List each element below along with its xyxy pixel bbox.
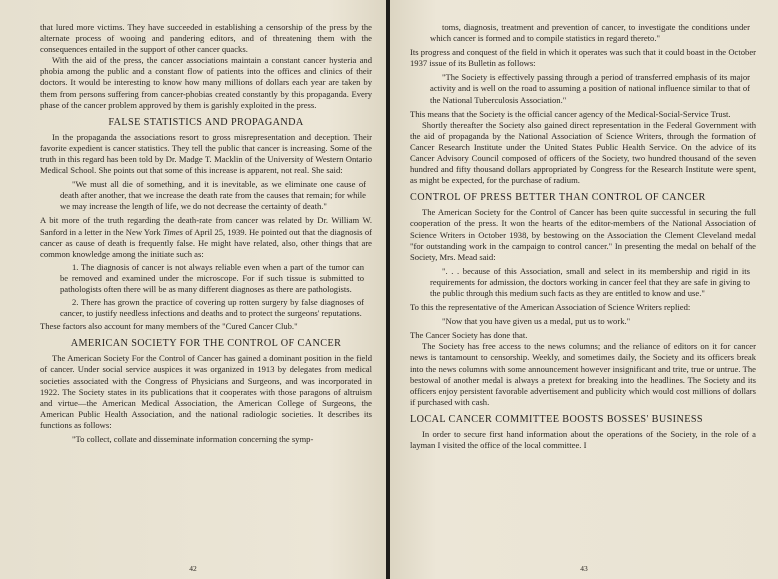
block-quote: "To collect, collate and disseminate information concerning the symp- — [72, 434, 314, 444]
section-heading: FALSE STATISTICS AND PROPAGANDA — [108, 116, 304, 128]
paragraph: The American Society For the Control of Cancer has gained a dominant position in the field of cancer. Under social service auspices it was organized in 1913 by delegates from medical societies associated with the Congress of Physicians and Surgeons, and was incorporated in 1922. The Society states in its publications that it cooperates with those paragons of altruism and virtue—the American Medical Association, the American College of Surgeons, the American Public Health Association, and the national radiologic societies. It describes its functions as follows: — [40, 353, 372, 430]
paragraph: that lured more victims. They have succeeded in establishing a censorship of the press by the alternate process of wooing and pandering editors, and of threatening them with the consequences entailed in the support of other cancer quacks. — [40, 22, 372, 55]
block-quote-continued: toms, diagnosis, treatment and prevention of cancer, to investigate the conditions under which cancer is formed and to compile statistics in regard thereto." — [430, 22, 750, 44]
section-heading: LOCAL CANCER COMMITTEE BOOSTS BOSSES' BUSINESS — [410, 413, 703, 425]
text-run: of April 25, 1939. He pointed out that the diagnosis of cancer as cause of death is frequently false. He might have related, also, other things that are common knowledge among the initiate such as: — [40, 226, 372, 259]
left-page — [0, 0, 386, 579]
section-heading: CONTROL OF PRESS BETTER THAN CONTROL OF CANCER — [410, 192, 706, 204]
block-quote: "Now that you have given us a medal, put us to work." — [442, 316, 631, 327]
block-quote: "We must all die of something, and it is inevitable, as we eliminate one cause of death after another, that we increase the death rate from the causes that remain; for while we may increase the length of life, we do not decrease the certainty of death." — [60, 179, 366, 212]
paragraph: With the aid of the press, the cancer associations maintain a constant cancer hysteria and phobia among the public and a constant flow of patients into the offices and clinics of their doctors. It would be interesting to know how many millions of dollars each year are taken by them from persons suffering from cancer-phobias created constantly by this propaganda. Every phase of the cancer problem approved by them is garishly exploited in the press. — [40, 55, 372, 110]
paragraph: This means that the Society is the official cancer agency of the Medical-Social-Service Trust. — [410, 108, 731, 119]
page-number: 42 — [189, 564, 197, 573]
paragraph: Its progress and conquest of the field in which it operates was such that it could boast in the October 1937 issue of its Bulletin as follows: — [410, 47, 756, 69]
paragraph: In order to secure first hand information about the operations of the Society, in the role of a layman I visited the office of the local committee. I — [410, 428, 756, 450]
numbered-item: 2. There has grown the practice of covering up rotten surgery by false diagnoses of cancer, to justify needless infections and deaths and to protect the surgeons' reputations. — [60, 297, 364, 319]
paragraph: The Cancer Society has done that. — [410, 330, 528, 341]
section-heading: AMERICAN SOCIETY FOR THE CONTROL OF CANCER — [70, 338, 342, 350]
paragraph: Shortly thereafter the Society also gained direct representation in the Federal Government with the aid of propaganda by the National Association of Science Writers, through the formation of Cancer Research Institute under the United States Public Health Service. On the advice of its Cancer Advisory Council composed of officers of the Society, two hundred thousand of the seven hundred and fifty thousand dollars appropriated by Congress for the Research Institute were spent, as might be expected, for the purchase of radium. — [410, 119, 756, 186]
paragraph: The American Society for the Control of Cancer has been quite successful in securing the full cooperation of the press. It won the hearts of the editor-members of the National Association of Science Writers in October 1938, by bestowing on the Association the Clement Cleveland medal "for outstanding work in the campaign to control cancer." In presenting the medal on behalf of the Society, Mrs. Mead said: — [410, 207, 756, 262]
paragraph — [40, 215, 372, 259]
paragraph: In the propaganda the associations resort to gross misrepresentation and deception. Their favorite expedient is cancer statistics. They tell the public that cancer is increasing. Some of the truth in this regard has been told by Dr. Madge T. Macklin of the University of Western Ontario Medical School. She points out that some of this increase is apparent, not real. She said: — [40, 131, 372, 176]
newspaper-title: Times — [162, 226, 183, 237]
block-quote: "The Society is effectively passing through a period of transferred emphasis of its major activity and is well on the road to assuming a position of national influence similar to that of the National Tuberculosis Association." — [430, 72, 750, 105]
paragraph: These factors also account for many members of the "Cured Cancer Club." — [40, 321, 298, 332]
numbered-item: 1. The diagnosis of cancer is not always reliable even when a part of the tumor can be removed and examined under the microscope. For if such tissue is submitted to pathologists often there will be as many different diagnoses as there are pathologists. — [60, 261, 364, 294]
text-run: A bit more of the truth regarding the death-rate from cancer was related by Dr. William W. Sanford in a letter in the New York — [40, 215, 372, 237]
block-quote: ". . . because of this Association, small and select in its membership and rigid in its requirements for admission, the doctors working in cancer feel that they are safe in giving to the public through this medium such facts as they are entitled to know and use." — [430, 265, 750, 298]
paragraph: To this the representative of the American Association of Science Writers replied: — [410, 302, 691, 313]
page-number: 43 — [580, 564, 588, 573]
paragraph: The Society has free access to the news columns; and the reliance of editors on it for cancer news is tantamount to censorship. Weekly, and sometimes daily, the Society and its officers break into the news columns with some announcement however insignificant and trite, true or untrue. The bestowal of another medal is always a pretext for breaking into the headlines. The Society and its officers enjoy persistent favorable advertisement and publicity which would cost millions of dollars if purchased with cash. — [410, 341, 756, 407]
right-page — [390, 0, 778, 579]
